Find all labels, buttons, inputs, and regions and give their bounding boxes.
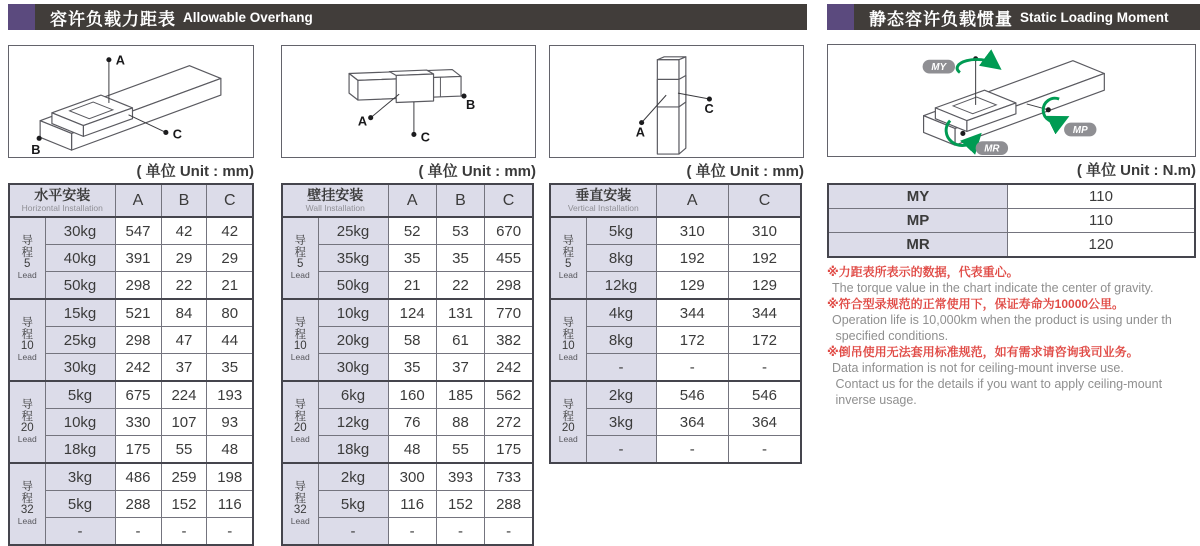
- label-b: B: [465, 96, 476, 112]
- table-row: [282, 436, 533, 464]
- lead-number: 32: [20, 504, 34, 517]
- value-cell: 42: [161, 217, 207, 245]
- table-row: [282, 491, 533, 518]
- label-c: C: [172, 126, 182, 142]
- note-line-zh: ※符合型录规范的正常使用下，保证寿命为10000公里。: [827, 297, 1125, 311]
- value-cell: 58: [388, 327, 436, 354]
- value-cell: 44: [207, 327, 253, 354]
- lead-cell: [282, 217, 318, 299]
- value-cell: 298: [115, 327, 161, 354]
- value-cell: 88: [436, 409, 484, 436]
- value-cell: 562: [485, 381, 533, 409]
- load-cell: 5kg: [586, 217, 656, 245]
- table-row: [550, 272, 801, 300]
- value-cell: 486: [115, 463, 161, 491]
- value-cell: 29: [161, 245, 207, 272]
- lead-zh-char: 程: [562, 328, 574, 341]
- lead-number: 10: [561, 340, 575, 353]
- lead-cell: [550, 299, 586, 381]
- column-header: A: [656, 184, 729, 217]
- value-cell: 521: [115, 299, 161, 327]
- load-cell: 5kg: [45, 381, 115, 409]
- lead-zh-char: 程: [562, 246, 574, 259]
- moment-value-cell: 110: [1008, 209, 1196, 233]
- value-cell: 37: [436, 354, 484, 382]
- lead-en: Lead: [558, 433, 578, 444]
- table-row: [828, 184, 1195, 209]
- install-type-en: Horizontal Installation: [21, 203, 103, 213]
- label-a: A: [635, 124, 645, 140]
- value-cell: 185: [436, 381, 484, 409]
- value-cell: -: [436, 518, 484, 546]
- column-header: A: [388, 184, 436, 217]
- table-row: [282, 381, 533, 409]
- lead-zh-char: 导: [294, 481, 306, 494]
- value-cell: 288: [115, 491, 161, 518]
- note-line-en: specified conditions.: [832, 329, 949, 343]
- lead-number: 20: [561, 422, 575, 435]
- table-row: [9, 518, 253, 546]
- rail-moment-drawing: [828, 45, 1195, 156]
- column-header: C: [729, 184, 802, 217]
- lead-zh-char: 导: [21, 317, 33, 330]
- rail-side-drawing: [282, 46, 535, 157]
- value-cell: 670: [485, 217, 533, 245]
- column-header: B: [161, 184, 207, 217]
- install-type-zh: 水平安装: [34, 187, 91, 203]
- lead-number: 32: [293, 504, 307, 517]
- value-cell: 80: [207, 299, 253, 327]
- value-cell: 192: [729, 245, 802, 272]
- lead-en: Lead: [17, 515, 37, 526]
- lead-en: Lead: [558, 351, 578, 362]
- value-cell: 455: [485, 245, 533, 272]
- value-cell: 124: [388, 299, 436, 327]
- label-a: A: [357, 113, 368, 129]
- value-cell: 22: [436, 272, 484, 300]
- value-cell: 391: [115, 245, 161, 272]
- table-row: [9, 381, 253, 409]
- lead-en: Lead: [17, 433, 37, 444]
- table-row: [9, 272, 253, 300]
- value-cell: 160: [388, 381, 436, 409]
- value-cell: 37: [161, 354, 207, 382]
- lead-zh-char: 程: [294, 246, 306, 259]
- lead-number: 10: [293, 340, 307, 353]
- load-cell: 2kg: [318, 463, 388, 491]
- moment-label-cell: MP: [828, 209, 1008, 233]
- table-row: [550, 436, 801, 464]
- lead-en: Lead: [558, 269, 578, 280]
- load-cell: 5kg: [45, 491, 115, 518]
- table-row: [550, 409, 801, 436]
- unit-label-nm: ( 单位 Unit : N.m): [1076, 162, 1196, 179]
- load-cell: 30kg: [318, 354, 388, 382]
- lead-zh-char: 程: [21, 246, 33, 259]
- value-cell: 52: [388, 217, 436, 245]
- value-cell: 48: [388, 436, 436, 464]
- lead-cell: [282, 381, 318, 463]
- value-cell: 298: [485, 272, 533, 300]
- note-line-en: Operation life is 10,000km when the product is using under th: [832, 313, 1172, 327]
- label-c: C: [420, 129, 430, 145]
- value-cell: 193: [207, 381, 253, 409]
- table-row: [550, 381, 801, 409]
- note-line-en: Data information is not for ceiling-mount inverse use.: [832, 361, 1124, 375]
- rail-isometric-drawing: [9, 46, 253, 157]
- value-cell: -: [656, 354, 729, 382]
- unit-label-mm: ( 单位 Unit : mm): [136, 163, 254, 180]
- lead-zh-char: 程: [294, 328, 306, 341]
- note-line-en: inverse usage.: [832, 393, 917, 407]
- header-row: [550, 184, 801, 217]
- lead-en: Lead: [290, 269, 310, 280]
- table-row: [282, 463, 533, 491]
- load-cell: 5kg: [318, 491, 388, 518]
- section-title-en: Allowable Overhang: [183, 9, 313, 25]
- table-row: [9, 436, 253, 464]
- table-row: [9, 217, 253, 245]
- value-cell: 298: [115, 272, 161, 300]
- load-cell: -: [586, 354, 656, 382]
- load-cell: 40kg: [45, 245, 115, 272]
- moment-table: [827, 183, 1196, 258]
- wall-install-table: [281, 183, 534, 546]
- label-c: C: [704, 100, 714, 116]
- moment-label-cell: MR: [828, 233, 1008, 258]
- lead-cell: [9, 299, 45, 381]
- value-cell: 61: [436, 327, 484, 354]
- value-cell: 55: [436, 436, 484, 464]
- load-cell: 25kg: [45, 327, 115, 354]
- vertical-install-diagram: [549, 45, 804, 158]
- my-badge-label: MY: [931, 62, 947, 74]
- table-row: [282, 409, 533, 436]
- moment-value-cell: 120: [1008, 233, 1196, 258]
- value-cell: 129: [656, 272, 729, 300]
- value-cell: 53: [436, 217, 484, 245]
- moment-label-cell: MY: [828, 184, 1008, 209]
- table-row: [828, 233, 1195, 258]
- table-row: [9, 327, 253, 354]
- value-cell: 84: [161, 299, 207, 327]
- table-row: [9, 354, 253, 382]
- install-type-en: Vertical Installation: [567, 203, 639, 213]
- value-cell: 22: [161, 272, 207, 300]
- lead-zh-char: 导: [294, 317, 306, 330]
- lead-en: Lead: [290, 351, 310, 362]
- load-cell: -: [586, 436, 656, 464]
- load-cell: 8kg: [586, 245, 656, 272]
- load-cell: 18kg: [45, 436, 115, 464]
- value-cell: 364: [656, 409, 729, 436]
- value-cell: 770: [485, 299, 533, 327]
- static-loading-moment-header: [827, 4, 1200, 30]
- lead-cell: [282, 463, 318, 545]
- value-cell: 55: [161, 436, 207, 464]
- table-row: [550, 245, 801, 272]
- lead-number: 5: [297, 258, 304, 271]
- value-cell: 344: [729, 299, 802, 327]
- value-cell: 330: [115, 409, 161, 436]
- purple-accent-square: [827, 4, 854, 30]
- value-cell: 242: [115, 354, 161, 382]
- section-title-en: Static Loading Moment: [1020, 9, 1169, 25]
- lead-zh-char: 程: [21, 492, 33, 505]
- wall-install-diagram: [281, 45, 536, 158]
- table-row: [282, 518, 533, 546]
- rail-vertical-drawing: [550, 46, 803, 157]
- value-cell: 364: [729, 409, 802, 436]
- value-cell: 107: [161, 409, 207, 436]
- value-cell: 35: [207, 354, 253, 382]
- value-cell: 192: [656, 245, 729, 272]
- table-row: [828, 209, 1195, 233]
- value-cell: 175: [485, 436, 533, 464]
- lead-number: 5: [565, 258, 572, 271]
- moment-value-cell: 110: [1008, 184, 1196, 209]
- horizontal-install-diagram: [8, 45, 254, 158]
- load-cell: 8kg: [586, 327, 656, 354]
- install-type-header: [550, 184, 656, 217]
- column-header: B: [436, 184, 484, 217]
- lead-cell: [282, 299, 318, 381]
- lead-cell: [550, 217, 586, 299]
- lead-zh-char: 导: [294, 235, 306, 248]
- lead-zh-char: 程: [294, 492, 306, 505]
- value-cell: 116: [388, 491, 436, 518]
- label-b: B: [31, 142, 41, 157]
- section-title-zh: 静态容许负载惯量: [869, 9, 1013, 29]
- lead-en: Lead: [290, 515, 310, 526]
- value-cell: 21: [388, 272, 436, 300]
- lead-zh-char: 程: [21, 410, 33, 423]
- value-cell: 288: [485, 491, 533, 518]
- value-cell: 547: [115, 217, 161, 245]
- lead-zh-char: 导: [21, 399, 33, 412]
- load-cell: 3kg: [586, 409, 656, 436]
- lead-zh-char: 导: [562, 399, 574, 412]
- load-cell: 18kg: [318, 436, 388, 464]
- table-row: [9, 491, 253, 518]
- value-cell: -: [207, 518, 253, 546]
- load-cell: 15kg: [45, 299, 115, 327]
- purple-accent-square: [8, 4, 35, 30]
- lead-zh-char: 导: [21, 481, 33, 494]
- load-cell: 3kg: [45, 463, 115, 491]
- table-row: [9, 409, 253, 436]
- value-cell: 131: [436, 299, 484, 327]
- value-cell: 35: [436, 245, 484, 272]
- load-cell: 4kg: [586, 299, 656, 327]
- value-cell: 172: [656, 327, 729, 354]
- table-row: [550, 217, 801, 245]
- install-type-zh: 垂直安装: [575, 187, 632, 203]
- value-cell: 546: [729, 381, 802, 409]
- value-cell: 21: [207, 272, 253, 300]
- table-row: [9, 299, 253, 327]
- lead-zh-char: 程: [562, 410, 574, 423]
- value-cell: 344: [656, 299, 729, 327]
- load-cell: 12kg: [318, 409, 388, 436]
- overhang-table: [8, 183, 254, 546]
- value-cell: -: [729, 436, 802, 464]
- table-row: [9, 463, 253, 491]
- unit-label-mm: ( 单位 Unit : mm): [686, 163, 804, 180]
- install-type-en: Wall Installation: [305, 203, 365, 213]
- table-row: [9, 245, 253, 272]
- mp-badge-label: MP: [1072, 124, 1088, 136]
- lead-en: Lead: [17, 351, 37, 362]
- load-cell: 50kg: [318, 272, 388, 300]
- lead-number: 5: [24, 258, 31, 271]
- load-cell: 30kg: [45, 354, 115, 382]
- load-cell: 25kg: [318, 217, 388, 245]
- lead-zh-char: 导: [21, 235, 33, 248]
- load-cell: 12kg: [586, 272, 656, 300]
- load-cell: 2kg: [586, 381, 656, 409]
- value-cell: 152: [161, 491, 207, 518]
- static-moment-table: [827, 183, 1196, 258]
- value-cell: 272: [485, 409, 533, 436]
- install-type-header: [282, 184, 388, 217]
- note-line-zh: ※力距表所表示的数据，代表重心。: [827, 265, 1019, 279]
- moment-diagram: [827, 44, 1196, 157]
- overhang-table: [549, 183, 802, 464]
- lead-en: Lead: [290, 433, 310, 444]
- table-row: [550, 354, 801, 382]
- load-cell: 20kg: [318, 327, 388, 354]
- value-cell: 42: [207, 217, 253, 245]
- value-cell: -: [115, 518, 161, 546]
- lead-cell: [550, 381, 586, 463]
- install-type-header: [9, 184, 115, 217]
- lead-zh-char: 导: [562, 317, 574, 330]
- lead-zh-char: 程: [294, 410, 306, 423]
- section-title-zh: 容许负载力距表: [50, 9, 176, 29]
- lead-number: 20: [293, 422, 307, 435]
- table-row: [282, 245, 533, 272]
- lead-en: Lead: [17, 269, 37, 280]
- value-cell: 393: [436, 463, 484, 491]
- load-cell: 10kg: [318, 299, 388, 327]
- horizontal-install-table: [8, 183, 254, 546]
- table-row: [282, 217, 533, 245]
- value-cell: 675: [115, 381, 161, 409]
- table-row: [282, 272, 533, 300]
- table-row: [550, 299, 801, 327]
- table-row: [282, 299, 533, 327]
- value-cell: 310: [656, 217, 729, 245]
- column-header: C: [485, 184, 533, 217]
- lead-number: 10: [20, 340, 34, 353]
- value-cell: -: [656, 436, 729, 464]
- column-header: C: [207, 184, 253, 217]
- table-row: [550, 327, 801, 354]
- value-cell: 175: [115, 436, 161, 464]
- note-line-zh: ※倒吊使用无法套用标准规范，如有需求请咨询我司业务。: [827, 345, 1139, 359]
- note-line-en: Contact us for the details if you want to apply ceiling-mount: [832, 377, 1163, 391]
- column-header: A: [115, 184, 161, 217]
- header-row: [282, 184, 533, 217]
- mr-badge-label: MR: [984, 143, 1000, 155]
- load-cell: 6kg: [318, 381, 388, 409]
- value-cell: 35: [388, 245, 436, 272]
- label-a: A: [115, 52, 125, 68]
- unit-label-mm: ( 单位 Unit : mm): [418, 163, 536, 180]
- value-cell: 733: [485, 463, 533, 491]
- value-cell: 116: [207, 491, 253, 518]
- vertical-install-table: [549, 183, 802, 464]
- install-type-zh: 壁挂安装: [307, 187, 364, 203]
- value-cell: 76: [388, 409, 436, 436]
- value-cell: 48: [207, 436, 253, 464]
- load-cell: -: [45, 518, 115, 546]
- value-cell: 300: [388, 463, 436, 491]
- lead-cell: [9, 463, 45, 545]
- overhang-table: [281, 183, 534, 546]
- lead-cell: [9, 217, 45, 299]
- value-cell: 382: [485, 327, 533, 354]
- footnotes: [827, 264, 1200, 408]
- lead-number: 20: [20, 422, 34, 435]
- lead-zh-char: 导: [562, 235, 574, 248]
- value-cell: 259: [161, 463, 207, 491]
- value-cell: 152: [436, 491, 484, 518]
- table-row: [282, 354, 533, 382]
- value-cell: -: [729, 354, 802, 382]
- load-cell: 10kg: [45, 409, 115, 436]
- value-cell: -: [161, 518, 207, 546]
- value-cell: 29: [207, 245, 253, 272]
- value-cell: -: [485, 518, 533, 546]
- value-cell: 172: [729, 327, 802, 354]
- load-cell: 30kg: [45, 217, 115, 245]
- value-cell: 310: [729, 217, 802, 245]
- value-cell: 47: [161, 327, 207, 354]
- value-cell: 93: [207, 409, 253, 436]
- lead-zh-char: 程: [21, 328, 33, 341]
- value-cell: 198: [207, 463, 253, 491]
- value-cell: 242: [485, 354, 533, 382]
- load-cell: -: [318, 518, 388, 546]
- lead-cell: [9, 381, 45, 463]
- allowable-overhang-header: [8, 4, 807, 30]
- load-cell: 50kg: [45, 272, 115, 300]
- header-row: [9, 184, 253, 217]
- load-cell: 35kg: [318, 245, 388, 272]
- value-cell: 546: [656, 381, 729, 409]
- value-cell: 35: [388, 354, 436, 382]
- value-cell: 224: [161, 381, 207, 409]
- note-line-en: The torque value in the chart indicate the center of gravity.: [832, 281, 1154, 295]
- value-cell: 129: [729, 272, 802, 300]
- value-cell: -: [388, 518, 436, 546]
- table-row: [282, 327, 533, 354]
- lead-zh-char: 导: [294, 399, 306, 412]
